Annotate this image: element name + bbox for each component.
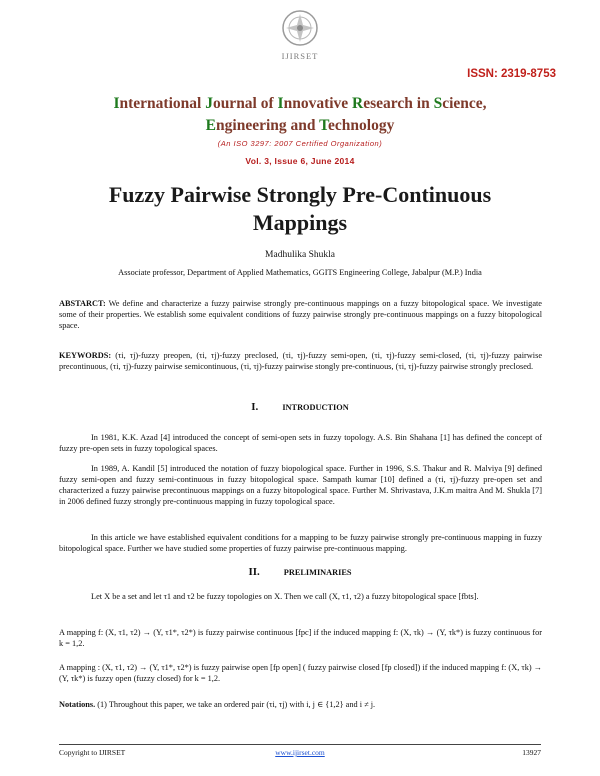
journal-cap: S	[433, 95, 443, 112]
notations-text: (1) Throughout this paper, we take an ordered pair (τi, τj) with i, j ∈ {1,2} and i ≠ j.	[97, 700, 376, 709]
journal-logo	[268, 8, 332, 60]
journal-name-line-2	[60, 115, 540, 137]
intro-paragraph-2: In 1989, A. Kandil [5] introduced the notation of fuzzy biopological space. Further in 1996, S.S. Thakur and R. Malviya [9] defined fuzzy semi-open and fuzzy semi-continuous in fuzzy bitopological space. Sampath kumar [10] defined a (τi, τj)-fuzzy pre-open set and characterized a fuzzy pairwise precontinuous mappings on a fuzzy bitopological space. Further M. Shrivastava, J.K.m maitra And M. Shukla [7] in 2006 defined fuzzy strongly pre-continuous mapping in fuzzy topological space.	[59, 464, 542, 506]
author-affiliation: Associate professor, Department of Applied Mathematics, GGITS Engineering College, Jabalpur (M.P.) India	[118, 268, 482, 277]
intro-paragraph-1: In 1981, K.K. Azad [4] introduced the concept of semi-open sets in fuzzy topology. A.S. Bin Shahana [1] has defined the concept of fuzzy pre-open sets in fuzzy topological spaces.	[59, 433, 542, 453]
journal-word: echnology	[328, 117, 395, 134]
section-title: PRELIMINARIES	[283, 568, 352, 577]
section-title: INTRODUCTION	[282, 403, 349, 412]
intro-paragraph-3: In this article we have established equivalent conditions for a mapping to be fuzzy pairwise strongly pre-continuous mapping in fuzzy bitopological space. Further we have studied some properties of fuzzy pairwise pre-continuous mapping.	[59, 533, 542, 553]
journal-word: cience,	[442, 95, 487, 112]
issn: ISSN: 2319-8753	[467, 68, 556, 80]
journal-word: nnovative	[283, 95, 353, 112]
journal-cap: I	[277, 95, 284, 112]
section-heading-preliminaries	[0, 566, 600, 578]
section-number: II.	[248, 566, 260, 578]
journal-cap: I	[113, 95, 120, 112]
keywords-label: KEYWORDS:	[59, 351, 112, 360]
logo-emblem-icon	[280, 8, 320, 48]
abstract	[59, 298, 542, 331]
paper-author: Madhulika Shukla	[265, 250, 335, 260]
notations-label: Notations.	[59, 700, 96, 709]
journal-cap: J	[205, 95, 213, 112]
journal-word: ngineering and	[216, 117, 320, 134]
section-heading-introduction	[0, 401, 600, 413]
journal-name-line-1	[60, 93, 540, 115]
logo-text: IJIRSET	[281, 51, 319, 61]
journal-word: ournal of	[212, 95, 278, 112]
journal-word: nternational	[119, 95, 206, 112]
paper-title: Fuzzy Pairwise Strongly Pre-Continuous Mappings	[108, 182, 492, 235]
keywords	[59, 350, 542, 372]
footer-copyright: Copyright to IJIRSET	[59, 748, 126, 757]
volume-issue: Vol. 3, Issue 6, June 2014	[245, 156, 355, 166]
prelim-paragraph-1: Let X be a set and let τ1 and τ2 be fuzzy topologies on X. Then we call (X, τ1, τ2) a fuzzy bitopological space [fbts].	[91, 592, 479, 601]
journal-cap: R	[352, 95, 364, 112]
journal-name	[60, 93, 540, 137]
notations	[59, 699, 542, 710]
footer-divider	[59, 744, 541, 745]
abstract-label: ABSTARCT:	[59, 299, 106, 308]
footer-url-link[interactable]: www.ijirset.com	[275, 748, 325, 757]
prelim-paragraph-3: A mapping : (X, τ1, τ2) → (Y, τ1*, τ2*) is fuzzy pairwise open [fp open] ( fuzzy pairwise closed [fp closed]) if the induced mapping f: (X, τk) → (Y, τk*) is fuzzy open (fuzzy closed) for k = 1,2.	[59, 663, 542, 683]
keywords-text: (τi, τj)-fuzzy preopen, (τi, τj)-fuzzy preclosed, (τi, τj)-fuzzy semi-open, (τi, τj)-fuzzy semi-closed, (τi, τj)-fuzzy pairwise precontinuous, (τi, τj)-fuzzy pairwise semicontinuous, (τi, τj)-fuzzy pairwise stongly pre-continuous, (τi, τj)-fuzzy pairwise strongly preclosed.	[59, 351, 543, 371]
journal-word: esearch in	[363, 95, 434, 112]
footer-page-number: 13927	[522, 748, 541, 757]
abstract-text: We define and characterize a fuzzy pairwise strongly pre-continuous mappings on a fuzzy bitopological space. We investigate some of their properties. We establish some equivalent conditions of fuzzy pairwise strongly pre-continuous mappings on a fuzzy bitopological space.	[59, 299, 542, 330]
prelim-paragraph-2: A mapping f: (X, τ1, τ2) → (Y, τ1*, τ2*) is fuzzy pairwise continuous [fpc] if the induced mapping f: (X, τk) → (Y, τk*) is fuzzy continuous for k = 1,2.	[59, 628, 542, 648]
journal-cap: E	[205, 117, 217, 134]
certification-note: (An ISO 3297: 2007 Certified Organization)	[217, 139, 383, 148]
section-number: I.	[251, 401, 259, 413]
journal-cap: T	[319, 117, 329, 134]
